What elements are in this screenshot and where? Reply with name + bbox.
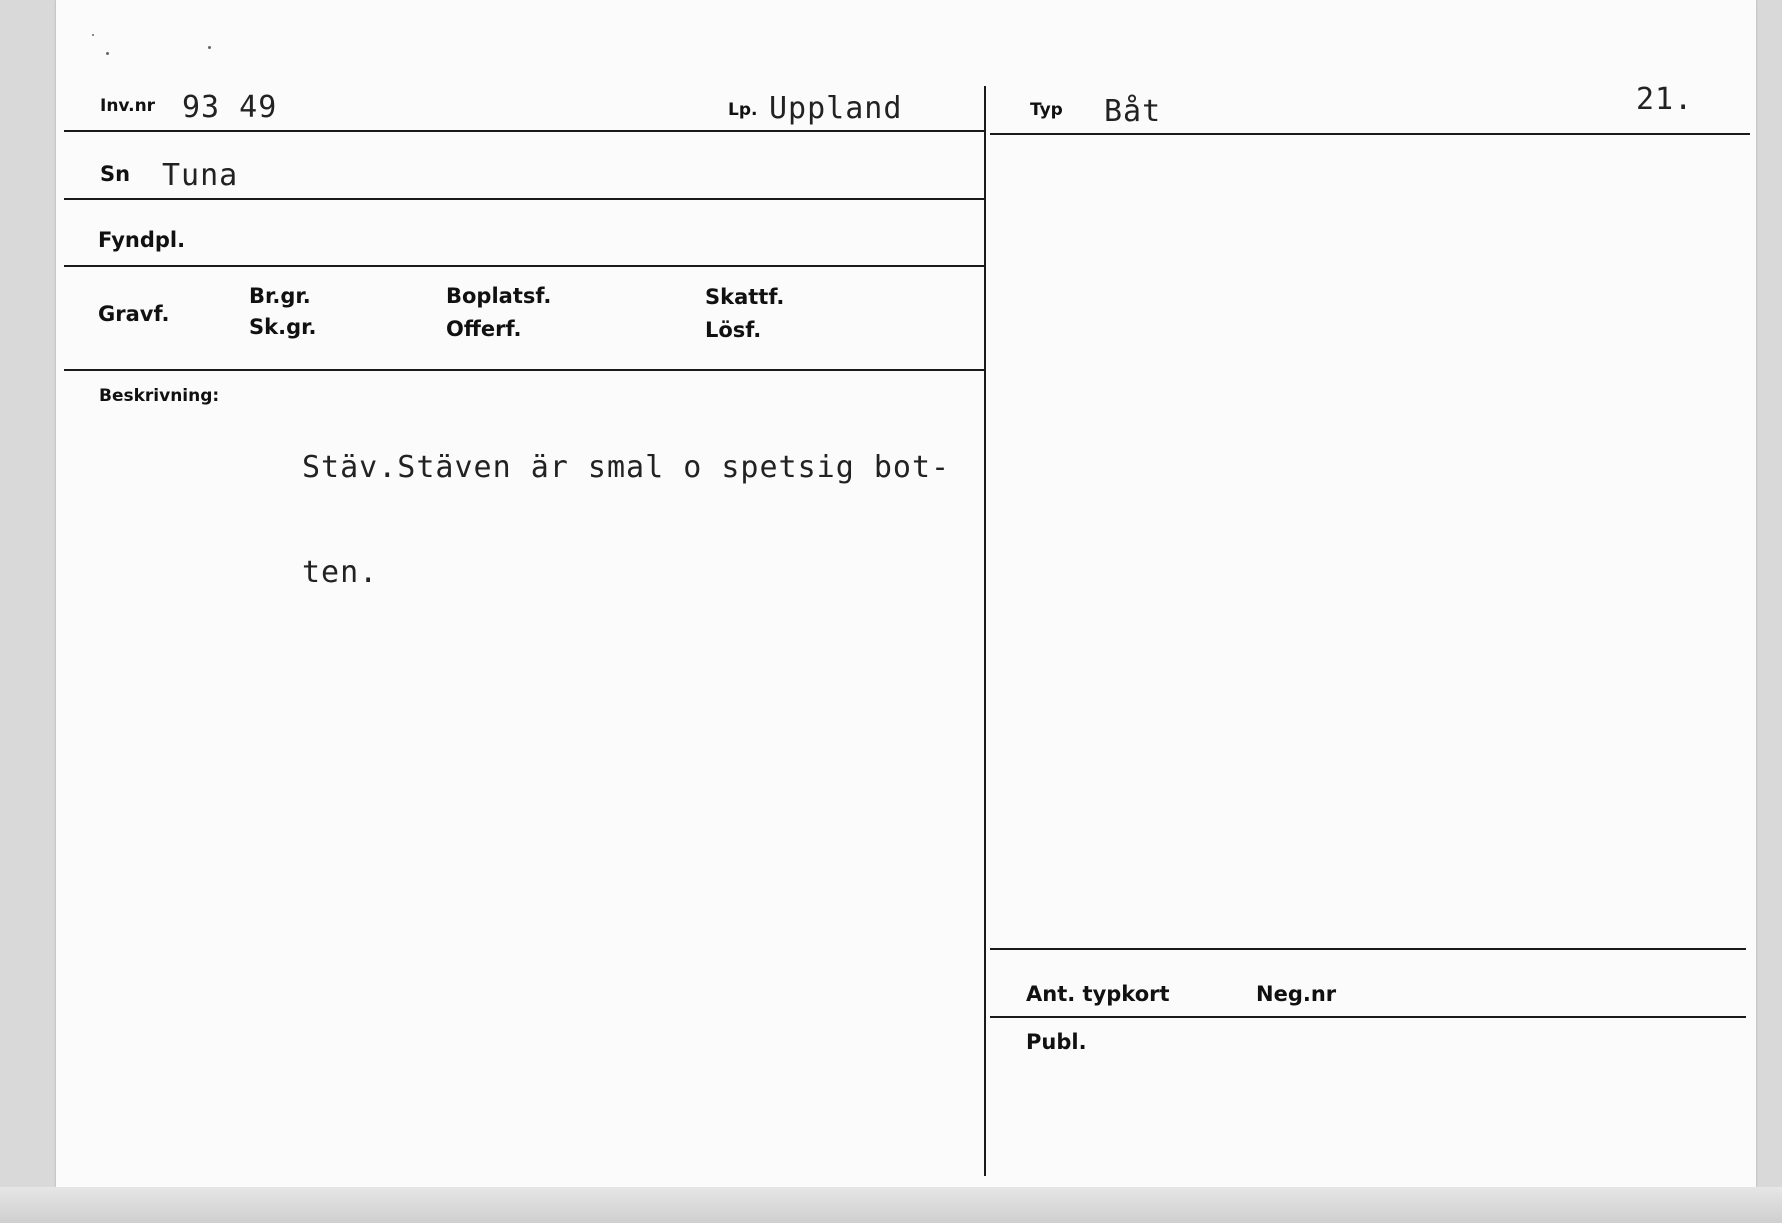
scan-speck	[92, 34, 94, 36]
divider-bottom-right-1	[990, 948, 1746, 950]
sn-value: Tuna	[162, 158, 239, 193]
beskrivning-line-1: Stäv.Stäven är smal o spetsig bot-	[302, 450, 951, 485]
divider-top-left	[64, 130, 984, 132]
scan-speck	[208, 46, 211, 49]
lp-value: Uppland	[769, 91, 903, 126]
skgr-label: Sk.gr.	[249, 315, 317, 339]
beskrivning-text	[302, 380, 1042, 660]
lp-label: Lp.	[728, 100, 758, 120]
gravf-label: Gravf.	[98, 302, 170, 326]
publ-label: Publ.	[1026, 1030, 1087, 1054]
center-divider	[984, 86, 986, 1176]
ant-typkort-label: Ant. typkort	[1026, 982, 1170, 1006]
skattf-label: Skattf.	[705, 285, 785, 309]
inv-nr-label: Inv.nr	[100, 96, 156, 116]
card-number: 21.	[1636, 82, 1694, 117]
typ-value: Båt	[1104, 94, 1162, 129]
fyndpl-label: Fyndpl.	[98, 228, 186, 252]
divider-fyndpl	[64, 265, 984, 267]
offerf-label: Offerf.	[446, 317, 522, 341]
boplatsf-label: Boplatsf.	[446, 284, 552, 308]
divider-bottom-right-2	[990, 1016, 1746, 1018]
beskrivning-line-2: ten.	[302, 555, 379, 590]
catalog-card	[56, 0, 1756, 1187]
scan-speck	[106, 52, 109, 55]
scan-edge	[0, 1187, 1782, 1223]
divider-findtype	[64, 369, 984, 371]
inv-nr-value: 93 49	[182, 90, 278, 125]
beskrivning-label: Beskrivning:	[99, 386, 220, 406]
neg-nr-label: Neg.nr	[1256, 982, 1337, 1006]
sn-label: Sn	[100, 162, 131, 186]
typ-label: Typ	[1030, 100, 1063, 120]
divider-sn	[64, 198, 984, 200]
brgr-label: Br.gr.	[249, 284, 311, 308]
losf-label: Lösf.	[705, 318, 762, 342]
divider-top-right	[990, 133, 1750, 135]
